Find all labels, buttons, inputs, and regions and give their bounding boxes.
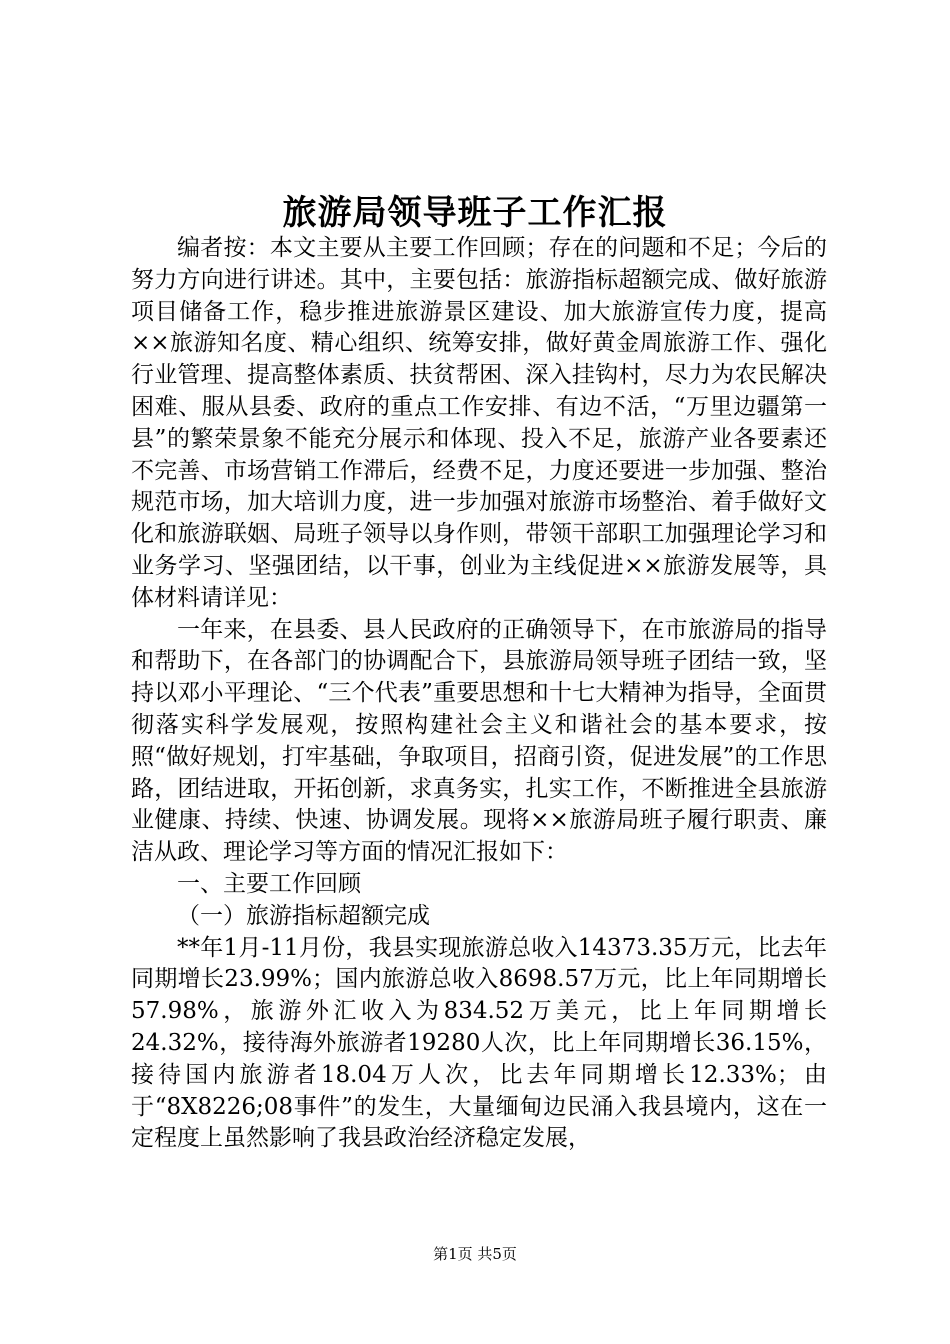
paragraph-editor-note: 编者按：本文主要从主要工作回顾；存在的问题和不足；今后的努力方向进行讲述。其中，主要包括：旅游指标超额完成、做好旅游项目储备工作，稳步推进旅游景区建设、加大旅游宣传力度，提高××旅游知名度、精心组织、统筹安排，做好黄金周旅游工作、强化行业管理、提高整体素质、扶贫帮困、深入挂钩村，尽力为农民解决困难、服从县委、政府的重点工作安排、有边不活，“万里边疆第一县”的繁荣景象不能充分展示和体现、投入不足，旅游产业各要素还不完善、市场营销工作滞后，经费不足，力度还要进一步加强、整治规范市场，加大培训力度，进一步加强对旅游市场整治、着手做好文化和旅游联姻、局班子领导以身作则，带领干部职工加强理论学习和业务学习、坚强团结，以干事，创业为主线促进××旅游发展等，具体材料请详见： (131, 235, 827, 611)
subsection-heading: （一）旅游指标超额完成 (177, 902, 430, 929)
document-title: 旅游局领导班子工作汇报 (282, 193, 668, 233)
section-heading: 一、主要工作回顾 (177, 870, 361, 897)
paragraph-intro: 一年来，在县委、县人民政府的正确领导下，在市旅游局的指导和帮助下，在各部门的协调配合下，县旅游局领导班子团结一致，坚持以邓小平理论、“三个代表”重要思想和十七大精神为指导，全面贯彻落实科学发展观，按照构建社会主义和谐社会的基本要求，按照“做好规划，打牢基础，争取项目，招商引资，促进发展”的工作思路，团结进取，开拓创新，求真务实，扎实工作，不断推进全县旅游业健康、持续、快速、协调发展。现将××旅游局班子履行职责、廉洁从政、理论学习等方面的情况汇报如下： (131, 616, 827, 866)
paragraph-statistics: **年1月-11月份，我县实现旅游总收入14373.35万元，比去年同期增长23.99%；国内旅游总收入8698.57万元，比上年同期增长57.98%，旅游外汇收入为834.52万美元，比上年同期增长24.32%，接待海外旅游者19280人次，比上年同期增长36.15%，接待国内旅游者18.04万人次，比去年同期增长12.33%；由于“8X8226;08事件”的发生，大量缅甸边民涌入我县境内，这在一定程度上虽然影响了我县政治经济稳定发展， (131, 934, 827, 1152)
page-number-footer: 第1页 共5页 (433, 1245, 517, 1263)
document-body (131, 233, 827, 1155)
